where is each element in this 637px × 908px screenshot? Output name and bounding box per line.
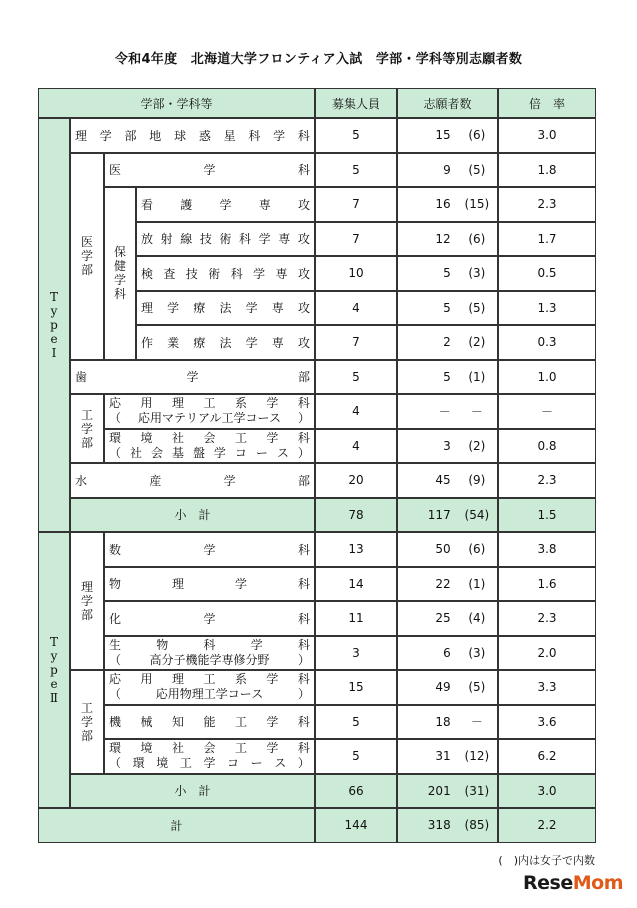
row-rigaku-chikyu-ratio: 3.0 bbox=[498, 118, 596, 153]
row-rigaku-chikyu-applicants: 15 (6) bbox=[397, 118, 498, 153]
kogakubu-label-2: 工 学 部 bbox=[70, 670, 104, 774]
row-hoken-4-quota: 7 bbox=[315, 325, 397, 360]
row-igakuka-applicants: 9 (5) bbox=[397, 153, 498, 188]
row-seibutsu-name: 生 物 科 学 科 （ 高分子機能学専修分野 ） bbox=[104, 636, 315, 671]
row-hoken-2-quota: 10 bbox=[315, 256, 397, 291]
row-kogaku2-0-quota: 15 bbox=[315, 670, 397, 705]
subtotal-1-ratio: 1.5 bbox=[498, 498, 596, 533]
row-rigaku-chikyu-name: 理 学 部 地 球 惑 星 科 学 科 bbox=[70, 118, 315, 153]
row-rigaku2-0-quota: 13 bbox=[315, 532, 397, 567]
row-rigaku2-1-quota: 14 bbox=[315, 567, 397, 602]
row-hoken-2-name: 検 査 技 術 科 学 専 攻 bbox=[136, 256, 315, 291]
row-rigaku-chikyu-quota: 5 bbox=[315, 118, 397, 153]
header-applicants: 志願者数 bbox=[397, 88, 498, 118]
row-hoken-0-name: 看 護 学 専 攻 bbox=[136, 187, 315, 222]
igakubu-label: 医 学 部 bbox=[70, 153, 104, 360]
subtotal-1-quota: 78 bbox=[315, 498, 397, 533]
row-suisan-quota: 20 bbox=[315, 463, 397, 498]
row-kogaku1-0-ratio: － bbox=[498, 394, 596, 429]
subtotal-1-label: 小 計 bbox=[70, 498, 315, 533]
row-suisan-name: 水 産 学 部 bbox=[70, 463, 315, 498]
row-kogaku1-0-name: 応 用 理 工 系 学 科 （ 応用マテリアル工学コース ） bbox=[104, 394, 315, 429]
row-kogaku2-0-ratio: 3.3 bbox=[498, 670, 596, 705]
row-hoken-3-name: 理 学 療 法 学 専 攻 bbox=[136, 291, 315, 326]
total-label: 計 bbox=[38, 808, 315, 843]
row-igakuka-name: 医 学 科 bbox=[104, 153, 315, 188]
row-rigaku2-0-name: 数 学 科 bbox=[104, 532, 315, 567]
footnote: ( )内は女子で内数 bbox=[498, 854, 595, 867]
total-ratio: 2.2 bbox=[498, 808, 596, 843]
subtotal-2-label: 小 計 bbox=[70, 774, 315, 809]
row-shigaku-quota: 5 bbox=[315, 360, 397, 395]
row-hoken-0-ratio: 2.3 bbox=[498, 187, 596, 222]
row-kogaku2-1-ratio: 3.6 bbox=[498, 705, 596, 740]
row-kogaku1-0-applicants: － － bbox=[397, 394, 498, 429]
row-seibutsu-quota: 3 bbox=[315, 636, 397, 671]
row-kogaku1-1-quota: 4 bbox=[315, 429, 397, 464]
row-hoken-2-applicants: 5 (3) bbox=[397, 256, 498, 291]
row-hoken-1-name: 放 射 線 技 術 科 学 専 攻 bbox=[136, 222, 315, 257]
row-hoken-0-applicants: 16 (15) bbox=[397, 187, 498, 222]
row-suisan-applicants: 45 (9) bbox=[397, 463, 498, 498]
row-seibutsu-applicants: 6 (3) bbox=[397, 636, 498, 671]
row-kogaku2-2-ratio: 6.2 bbox=[498, 739, 596, 774]
row-igakuka-quota: 5 bbox=[315, 153, 397, 188]
row-hoken-0-quota: 7 bbox=[315, 187, 397, 222]
row-hoken-4-name: 作 業 療 法 学 専 攻 bbox=[136, 325, 315, 360]
row-shigaku-name: 歯 学 部 bbox=[70, 360, 315, 395]
header-dept: 学部・学科等 bbox=[38, 88, 315, 118]
page-title: 令和4年度 北海道大学フロンティア入試 学部・学科等別志願者数 bbox=[114, 52, 523, 67]
hoken-gakka-label: 保 健 学 科 bbox=[104, 187, 136, 360]
row-hoken-1-quota: 7 bbox=[315, 222, 397, 257]
row-rigaku2-2-ratio: 2.3 bbox=[498, 601, 596, 636]
row-kogaku2-2-quota: 5 bbox=[315, 739, 397, 774]
subtotal-1-applicants: 117 (54) bbox=[397, 498, 498, 533]
row-rigaku2-1-ratio: 1.6 bbox=[498, 567, 596, 602]
row-kogaku2-2-applicants: 31 (12) bbox=[397, 739, 498, 774]
row-kogaku1-1-name: 環 境 社 会 工 学 科 （ 社 会 基 盤 学 コ ー ス ） bbox=[104, 429, 315, 464]
total-applicants: 318 (85) bbox=[397, 808, 498, 843]
subtotal-2-quota: 66 bbox=[315, 774, 397, 809]
header-ratio: 倍 率 bbox=[498, 88, 596, 118]
header-quota: 募集人員 bbox=[315, 88, 397, 118]
type1-label: T y p e Ⅰ bbox=[38, 118, 70, 532]
row-rigaku2-2-name: 化 学 科 bbox=[104, 601, 315, 636]
row-rigaku2-1-name: 物 理 学 科 bbox=[104, 567, 315, 602]
rigakubu-label-2: 理 学 部 bbox=[70, 532, 104, 670]
type2-label: T y p e Ⅱ bbox=[38, 532, 70, 808]
subtotal-2-ratio: 3.0 bbox=[498, 774, 596, 809]
row-hoken-2-ratio: 0.5 bbox=[498, 256, 596, 291]
row-kogaku1-1-ratio: 0.8 bbox=[498, 429, 596, 464]
row-kogaku2-1-applicants: 18 － bbox=[397, 705, 498, 740]
row-shigaku-applicants: 5 (1) bbox=[397, 360, 498, 395]
row-hoken-3-quota: 4 bbox=[315, 291, 397, 326]
row-hoken-1-applicants: 12 (6) bbox=[397, 222, 498, 257]
row-hoken-3-applicants: 5 (5) bbox=[397, 291, 498, 326]
row-kogaku2-0-applicants: 49 (5) bbox=[397, 670, 498, 705]
row-kogaku2-2-name: 環 境 社 会 工 学 科 （ 環 境 工 学 コ ー ス ） bbox=[104, 739, 315, 774]
row-suisan-ratio: 2.3 bbox=[498, 463, 596, 498]
row-rigaku2-2-applicants: 25 (4) bbox=[397, 601, 498, 636]
row-igakuka-ratio: 1.8 bbox=[498, 153, 596, 188]
row-seibutsu-ratio: 2.0 bbox=[498, 636, 596, 671]
row-rigaku2-0-ratio: 3.8 bbox=[498, 532, 596, 567]
total-quota: 144 bbox=[315, 808, 397, 843]
row-hoken-3-ratio: 1.3 bbox=[498, 291, 596, 326]
row-rigaku2-0-applicants: 50 (6) bbox=[397, 532, 498, 567]
row-shigaku-ratio: 1.0 bbox=[498, 360, 596, 395]
row-hoken-4-applicants: 2 (2) bbox=[397, 325, 498, 360]
row-hoken-1-ratio: 1.7 bbox=[498, 222, 596, 257]
row-kogaku2-1-name: 機 械 知 能 工 学 科 bbox=[104, 705, 315, 740]
row-kogaku2-1-quota: 5 bbox=[315, 705, 397, 740]
row-kogaku1-1-applicants: 3 (2) bbox=[397, 429, 498, 464]
row-kogaku1-0-quota: 4 bbox=[315, 394, 397, 429]
kogakubu-label-1: 工 学 部 bbox=[70, 394, 104, 463]
subtotal-2-applicants: 201 (31) bbox=[397, 774, 498, 809]
row-hoken-4-ratio: 0.3 bbox=[498, 325, 596, 360]
row-rigaku2-1-applicants: 22 (1) bbox=[397, 567, 498, 602]
row-kogaku2-0-name: 応 用 理 工 系 学 科 （ 応用物理工学コース ） bbox=[104, 670, 315, 705]
resemom-logo: ReseMom bbox=[523, 872, 623, 894]
row-rigaku2-2-quota: 11 bbox=[315, 601, 397, 636]
applicants-table bbox=[38, 88, 596, 840]
